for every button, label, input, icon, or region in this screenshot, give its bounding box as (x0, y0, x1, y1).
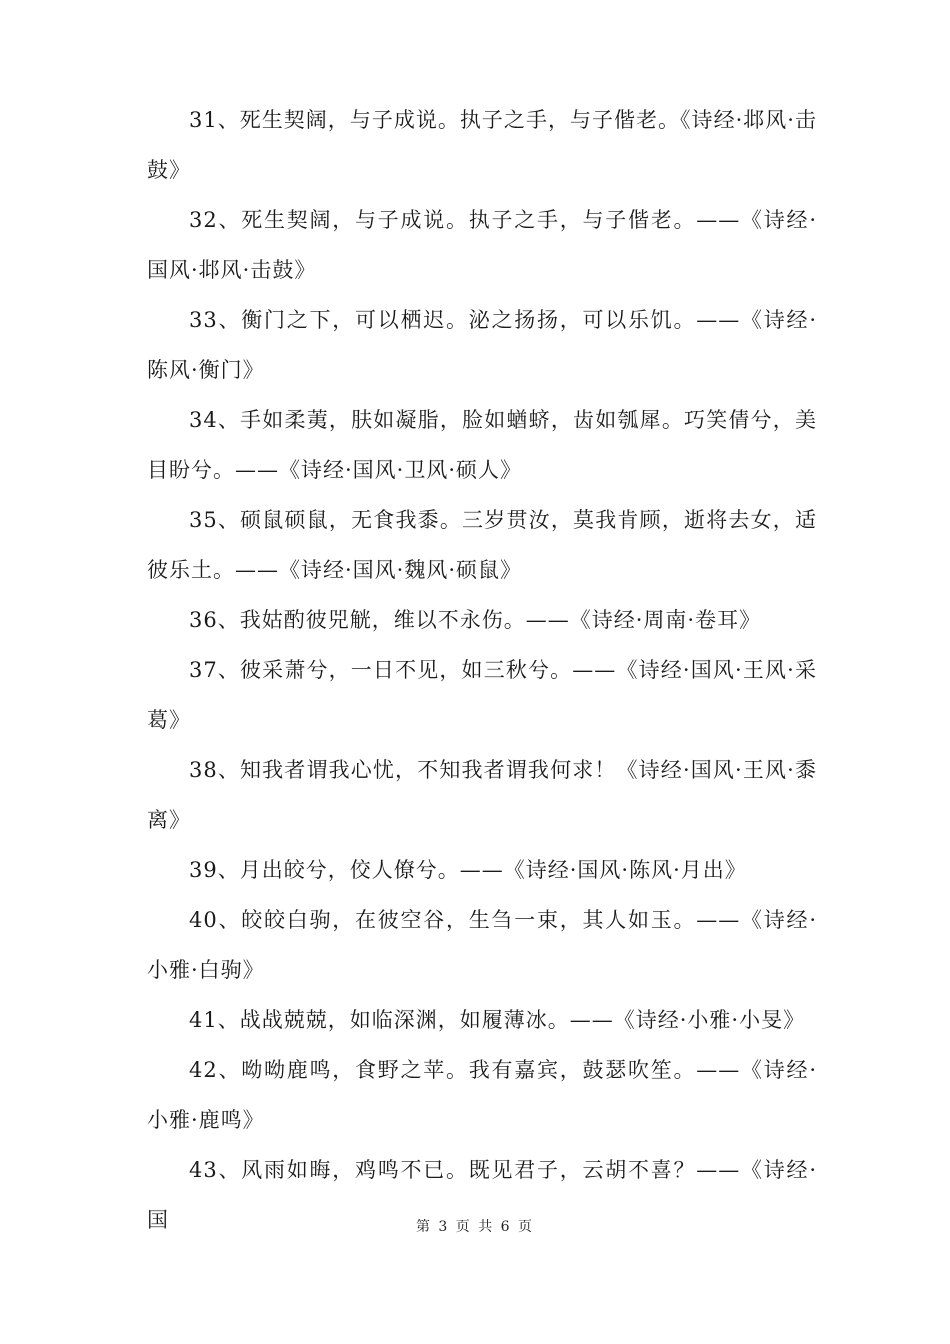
paragraph-41: 41、战战兢兢，如临深渊，如履薄冰。——《诗经·小雅·小旻》 (189, 1008, 806, 1032)
document-body (147, 95, 817, 1245)
paragraph-35: 35、硕鼠硕鼠，无食我黍。三岁贯汝，莫我肯顾，逝将去女，适彼乐土。——《诗经·国风·魏风·硕鼠》 (147, 508, 817, 582)
page-number-footer: 第 3 页 共 6 页 (415, 1219, 535, 1235)
paragraph-37: 37、彼采萧兮，一日不见，如三秋兮。——《诗经·国风·王风·采葛》 (147, 658, 817, 732)
paragraph-36: 36、我姑酌彼兕觥，维以不永伤。——《诗经·周南·卷耳》 (189, 608, 762, 632)
paragraph-39: 39、月出皎兮，佼人僚兮。——《诗经·国风·陈风·月出》 (189, 858, 747, 882)
paragraph-38: 38、知我者谓我心忧，不知我者谓我何求！《诗经·国风·王风·黍离》 (147, 758, 817, 832)
paragraph-43: 43、风雨如晦，鸡鸣不已。既见君子，云胡不喜？——《诗经·国 (147, 1158, 817, 1232)
paragraph-34: 34、手如柔荑，肤如凝脂，脸如蝤蛴，齿如瓠犀。巧笑倩兮，美目盼兮。——《诗经·国风·卫风·硕人》 (147, 408, 817, 482)
paragraph-33: 33、衡门之下，可以栖迟。泌之扬扬，可以乐饥。——《诗经·陈风·衡门》 (147, 308, 817, 382)
paragraph-31: 31、死生契阔，与子成说。执子之手，与子偕老。《诗经·邶风·击鼓》 (147, 108, 817, 182)
paragraph-32: 32、死生契阔，与子成说。执子之手，与子偕老。——《诗经·国风·邶风·击鼓》 (147, 208, 817, 282)
paragraph-42: 42、呦呦鹿鸣，食野之苹。我有嘉宾，鼓瑟吹笙。——《诗经·小雅·鹿鸣》 (147, 1058, 817, 1132)
paragraph-40: 40、皎皎白驹，在彼空谷，生刍一束，其人如玉。——《诗经·小雅·白驹》 (147, 908, 817, 982)
